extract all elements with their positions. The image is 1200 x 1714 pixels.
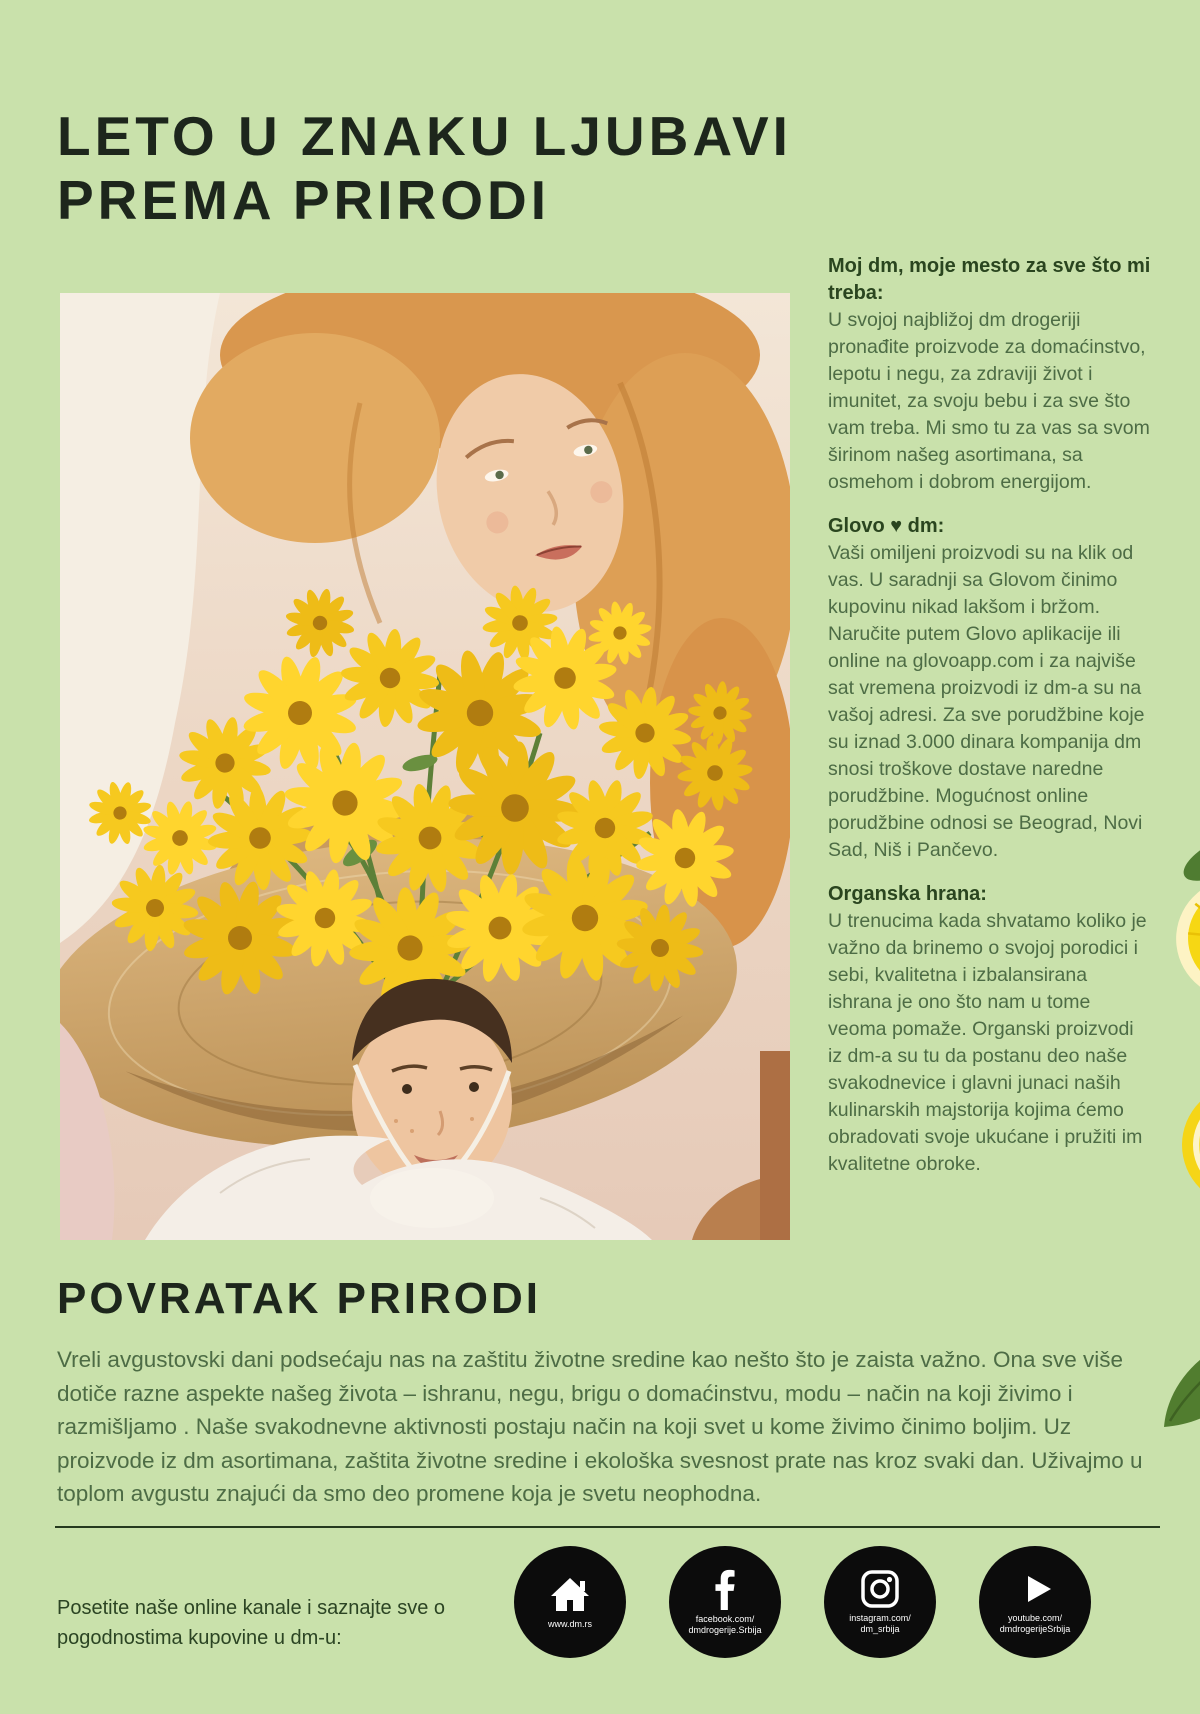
- channel-label: instagram.com/ dm_srbija: [849, 1613, 911, 1634]
- instagram-channel-button[interactable]: [824, 1546, 936, 1658]
- nature-section-heading: POVRATAK PRIRODI: [57, 1274, 541, 1323]
- facebook-icon: [714, 1568, 736, 1614]
- channel-label: www.dm.rs: [547, 1618, 592, 1629]
- page-title-line2: PREMA PRIRODI: [57, 169, 551, 231]
- info-body-organska-hrana: U trenucima kada shvatamo koliko je važno da brinemo o svojoj porodici i sebi, kvalitetna i izbalansirana ishrana je ono što nam u tome veoma pomaže. Organski proizvodi iz dm-a su tu da postanu deo naše svakodnevice i glavni junaci naših kulinarskih majstorija kojima ćemo obradovati svoje ukućane i pružiti im kvalitetne obroke.: [828, 910, 1147, 1175]
- website-channel-button[interactable]: [514, 1546, 626, 1658]
- info-section-glovo: [828, 513, 1151, 864]
- info-section-organska-hrana: [828, 881, 1151, 1178]
- lemon-wedge-decoration: [1146, 830, 1200, 1005]
- info-column: [828, 253, 1151, 1195]
- lemon-slice-decoration: [1158, 1083, 1200, 1208]
- info-heading-organska-hrana: Organska hrana:: [828, 883, 987, 905]
- page-title-line1: LETO U ZNAKU LJUBAVI: [57, 105, 792, 167]
- social-channels: [514, 1546, 1091, 1658]
- facebook-channel-button[interactable]: [669, 1546, 781, 1658]
- instagram-icon: [860, 1569, 900, 1613]
- page-title: [57, 104, 792, 232]
- youtube-channel-button[interactable]: [979, 1546, 1091, 1658]
- info-body-moj-dm: U svojoj najbližoj dm drogeriji pronađite proizvode za domaćinstvo, lepotu i negu, za zdraviji život i imunitet, za svoju bebu i za sve što vam treba. Mi smo tu za vas sa svom širinom našeg asortimana, sa osmehom i dobrom energijom.: [828, 309, 1150, 493]
- divider-line: [55, 1526, 1160, 1528]
- home-icon: [549, 1575, 591, 1619]
- youtube-icon: [1015, 1569, 1055, 1613]
- channel-label: facebook.com/ dmdrogerije.Srbija: [688, 1614, 762, 1635]
- channel-label: youtube.com/ dmdrogerijeSrbija: [999, 1613, 1071, 1634]
- hero-photo: [60, 293, 790, 1240]
- nature-section-body: Vreli avgustovski dani podsećaju nas na zaštitu životne sredine kao nešto što je zaista važno. Ona sve više dotiče razne aspekte našeg života – ishranu, negu, brigu o domaćinstvu, modu – način na koji živimo i razmišljamo . Naše svakodnevne aktivnosti postaju način na koji svet u kome živimo činimo boljim. Uz proizvode iz dm asortimana, zaštita životne sredine i ekološka svesnost prate nas kroz svaki dan. Uživajmo u toplom avgustu znajući da smo deo promene koja je svetu neophodna.: [57, 1347, 1143, 1506]
- info-heading-moj-dm: Moj dm, moje mesto za sve što mi treba:: [828, 255, 1151, 304]
- hero-photo-illustration: [60, 293, 790, 1240]
- info-section-moj-dm: [828, 253, 1151, 496]
- leaf-decoration: [1150, 1325, 1200, 1435]
- info-body-glovo: Vaši omiljeni proizvodi su na klik od vas. U saradnji sa Glovom činimo kupovinu nikad lakšom i bržom. Naručite putem Glovo aplikacije ili online na glovoapp.com i za najviše sat vremena proizvodi iz dm-a su na vašoj adresi. Za sve porudžbine koje su iznad 3.000 dinara kompanija dm snosi troškove dostave naredne porudžbine. Mogućnost online porudžbine odnosi se Beograd, Novi Sad, Niš i Pančevo.: [828, 542, 1145, 861]
- footer-prompt: Posetite naše online kanale i saznajte sve o pogodnostima kupovine u dm-u:: [57, 1597, 446, 1649]
- info-heading-glovo: Glovo ♥ dm:: [828, 515, 945, 537]
